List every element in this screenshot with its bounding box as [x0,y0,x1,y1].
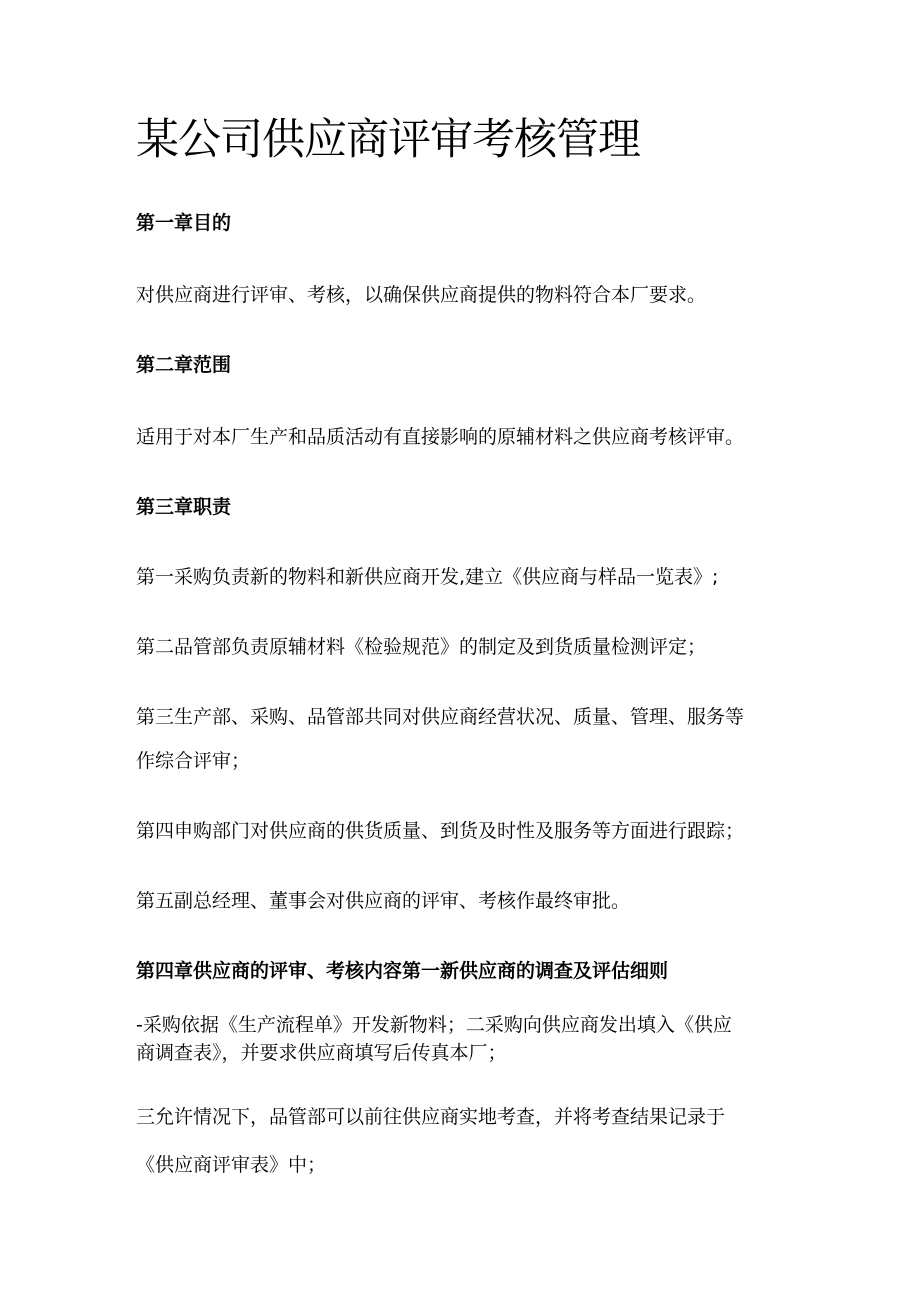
chapter-3-item-3-line-1: 第三生产部、采购、品管部共同对供应商经营状况、质量、管理、服务等 [136,706,745,728]
chapter-4-item-1-line-1: -采购依据《生产流程单》开发新物料；二采购向供应商发出填入《供应 [136,1014,732,1036]
chapter-3-heading: 第三章职责 [136,496,232,518]
chapter-3-item-2: 第二品管部负责原辅材料《检验规范》的制定及到货质量检测评定； [136,636,707,658]
chapter-4-item-2-line-2: 《供应商评审表》中； [136,1154,327,1176]
chapter-4-item-2-line-1: 三允许情况下，品管部可以前往供应商实地考查，并将考查结果记录于 [136,1106,726,1128]
chapter-3-item-1: 第一采购负责新的物料和新供应商开发,建立《供应商与样品一览表》; [136,566,719,588]
chapter-2-body: 适用于对本厂生产和品质活动有直接影响的原辅材料之供应商考核评审。 [136,426,745,448]
chapter-4-heading: 第四章供应商的评审、考核内容第一新供应商的调查及评估细则 [136,960,669,982]
document-title: 某公司供应商评审考核管理 [136,115,640,165]
chapter-1-body: 对供应商进行评审、考核，以确保供应商提供的物料符合本厂要求。 [136,284,707,306]
chapter-4-item-1-line-2: 商调查表》，并要求供应商填写后传真本厂； [136,1042,507,1064]
chapter-3-item-3-line-2: 作综合评审； [136,750,251,772]
chapter-3-item-4: 第四申购部门对供应商的供货质量、到货及时性及服务等方面进行跟踪； [136,820,745,842]
chapter-1-heading: 第一章目的 [136,212,232,234]
chapter-3-item-5: 第五副总经理、董事会对供应商的评审、考核作最终审批。 [136,890,631,912]
chapter-2-heading: 第二章范围 [136,354,232,376]
